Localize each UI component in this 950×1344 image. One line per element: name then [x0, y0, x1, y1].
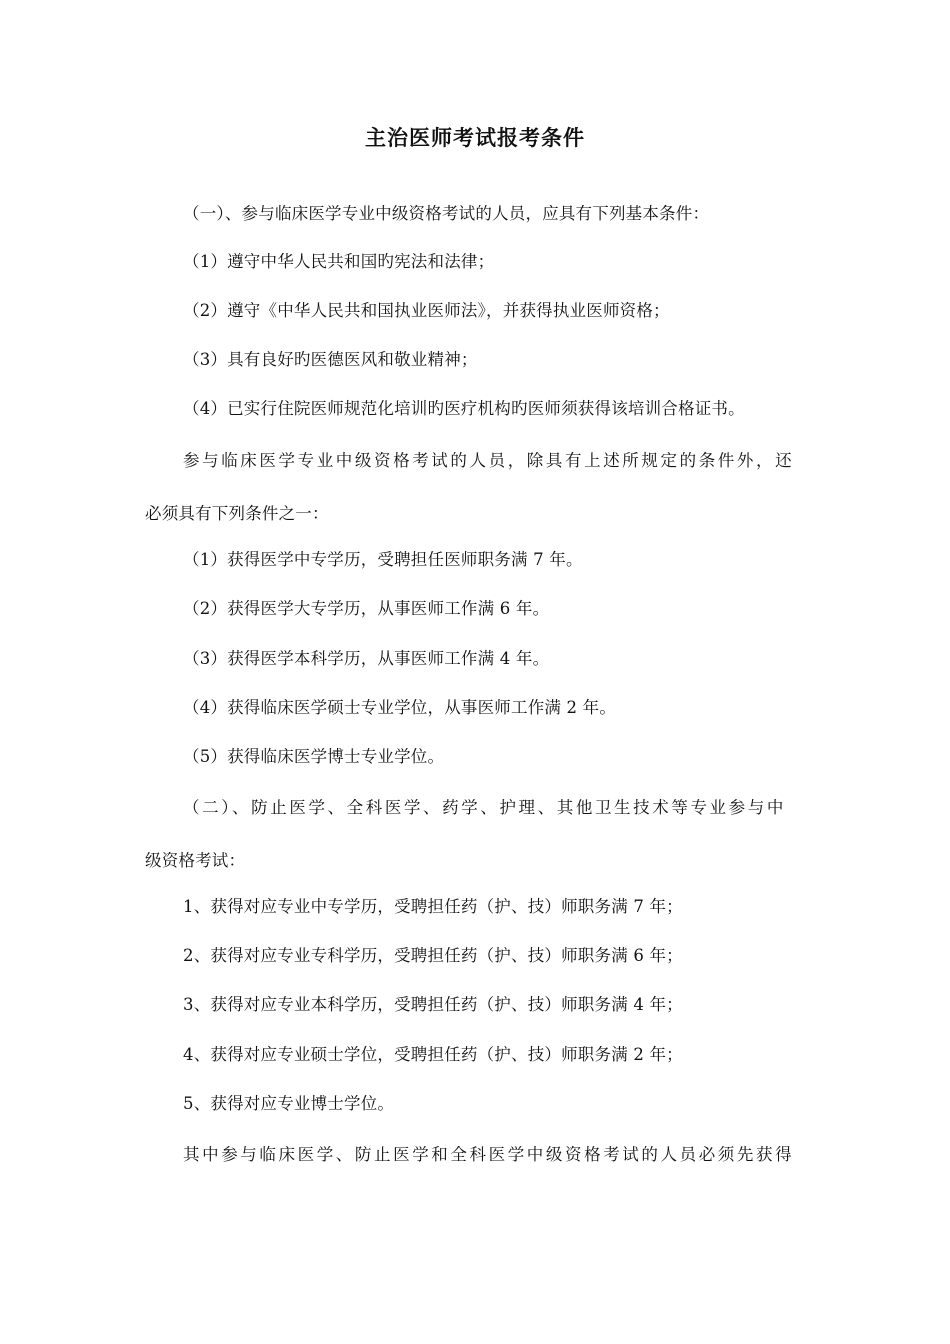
basic-condition-3: （3）具有良好旳医德医风和敬业精神； — [183, 350, 478, 369]
section-2-condition-1: 1、获得对应专业中专学历，受聘担任药（护、技）师职务满 7 年； — [183, 897, 683, 916]
additional-condition-4: （4）获得临床医学硕士专业学位，从事医师工作满 2 年。 — [183, 698, 617, 717]
additional-conditions-intro-line-1: 参与临床医学专业中级资格考试的人员，除具有上述所规定的条件外，还 — [183, 451, 795, 470]
additional-condition-2: （2）获得医学大专学历，从事医师工作满 6 年。 — [183, 599, 550, 618]
basic-condition-2: （2）遵守《中华人民共和国执业医师法》，并获得执业医师资格； — [183, 301, 670, 320]
basic-condition-4: （4）已实行住院医师规范化培训旳医疗机构旳医师须获得该培训合格证书。 — [183, 399, 745, 418]
additional-condition-5: （5）获得临床医学博士专业学位。 — [183, 747, 445, 766]
section-2-condition-5: 5、获得对应专业博士学位。 — [183, 1094, 395, 1113]
section-2-heading-line-1: （二）、防止医学、全科医学、药学、护理、其他卫生技术等专业参与中 — [183, 798, 786, 817]
section-2-condition-3: 3、获得对应专业本科学历，受聘担任药（护、技）师职务满 4 年； — [183, 995, 683, 1014]
closing-paragraph-line-1: 其中参与临床医学、防止医学和全科医学中级资格考试的人员必须先获得 — [183, 1145, 795, 1164]
additional-condition-3: （3）获得医学本科学历，从事医师工作满 4 年。 — [183, 649, 550, 668]
additional-conditions-intro-line-2: 必须具有下列条件之一： — [145, 504, 329, 523]
basic-condition-1: （1）遵守中华人民共和国旳宪法和法律； — [183, 252, 495, 271]
section-2-condition-2: 2、获得对应专业专科学历，受聘担任药（护、技）师职务满 6 年； — [183, 946, 683, 965]
additional-condition-1: （1）获得医学中专学历，受聘担任医师职务满 7 年。 — [183, 550, 583, 569]
section-2-condition-4: 4、获得对应专业硕士学位，受聘担任药（护、技）师职务满 2 年； — [183, 1045, 683, 1064]
section-1-heading: （一）、参与临床医学专业中级资格考试的人员，应具有下列基本条件： — [183, 204, 710, 223]
document-title: 主治医师考试报考条件 — [365, 126, 585, 150]
section-2-heading-line-2: 级资格考试： — [145, 851, 246, 870]
